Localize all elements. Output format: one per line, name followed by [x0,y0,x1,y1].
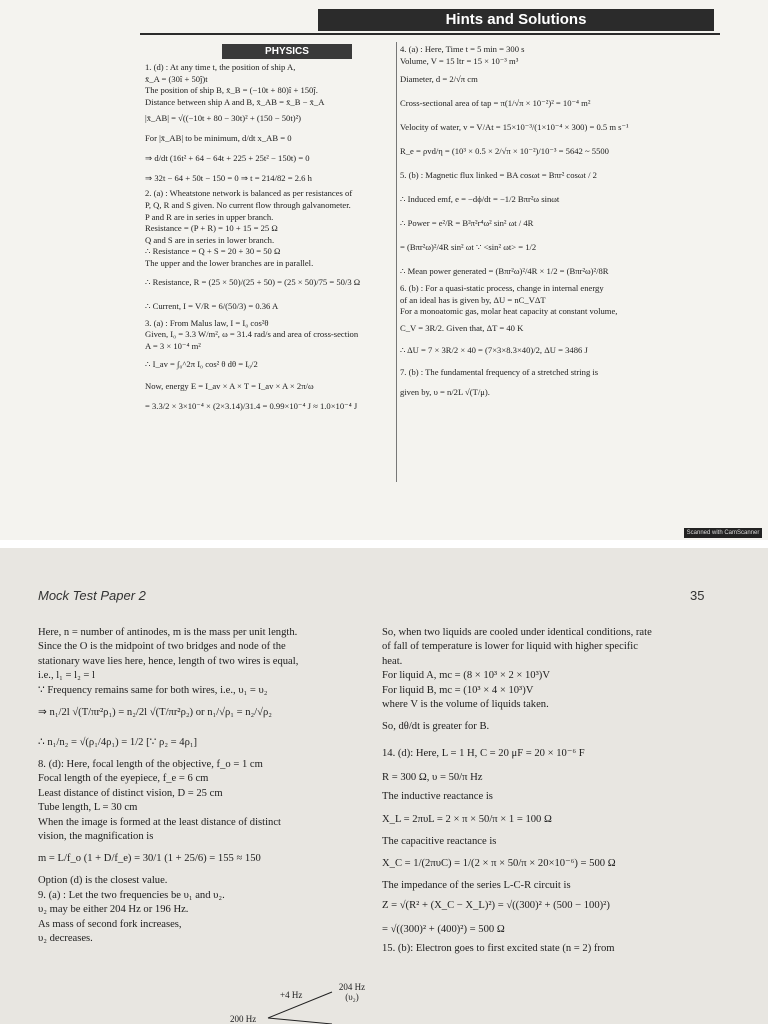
upper-frequency-label [332,982,372,1002]
text-line: vision, the magnification is [38,831,154,843]
right-column [400,44,730,402]
text-line: The capacitive reactance is [382,835,497,847]
text-line: When the image is formed at the least distance of distinct [38,816,281,828]
text-line: Since the O is the midpoint of two bridges and node of the [38,641,286,653]
equation-line: So, dθ/dt is greater for B. [382,721,490,733]
text-line: Least distance of distinct vision, D = 25 cm [38,787,223,799]
text-line: υ₂ may be either 204 Hz or 196 Hz. [38,904,189,916]
answer-4-heading: 4. (a) : Here, Time t = 5 min = 300 s [400,44,525,54]
answer-1-heading: 1. (d) : At any time t, the position of ship A, [145,62,296,72]
equation-line: Z = √(R² + (X_C − X_L)²) = √((300)² + (500 − 100)²) [382,899,610,911]
beat-label: +4 Hz [280,990,303,1000]
base-frequency-label: 200 Hz [230,1014,257,1024]
left-column [145,62,395,416]
answer-2-heading: 2. (a) : Wheatstone network is balanced as per resistances of [145,188,353,199]
equation-line: ∴ Induced emf, e = −dϕ/dt = −1/2 Bπr²ω sinωt [400,194,560,205]
equation-line: |x̄_AB| = √((−10t + 80 − 30t)² + (150 − 50t)²) [145,113,302,124]
text-line: The inductive reactance is [382,791,493,803]
subject-heading: PHYSICS [222,44,352,59]
scanner-watermark: Scanned with CamScanner [684,528,762,538]
equation-line: ∴ ΔU = 7 × 3R/2 × 40 = (7×3×8.3×40)/2, ΔU = 3486 J [400,344,588,355]
text-line: P and R are in series in upper branch. [145,211,274,222]
text-line: stationary wave lies here, hence, length of two wires is equal, [38,655,299,667]
banner-rule [140,33,720,35]
equation-line: ∴ I_av = ∫₀^2π I₀ cos² θ dθ = I₀/2 [145,359,258,370]
text-line: ∵ Frequency remains same for both wires, i.e., υ₁ = υ₂ [38,684,268,696]
equation-line: X_C = 1/(2πυC) = 1/(2 × π × 50/π × 20×10⁻⁶) = 500 Ω [382,858,616,870]
right-column [382,626,712,956]
upper-frequency-value: 204 Hz [338,982,366,992]
text-line: A = 3 × 10⁻⁴ m² [145,340,201,351]
text-line: Here, n = number of antinodes, m is the mass per unit length. [38,627,298,638]
equation-line: = 3.3/2 × 3×10⁻⁴ × (2×3.14)/31.4 = 0.99×10⁻⁴ J ≈ 1.0×10⁻⁴ J [145,401,358,412]
text-line: Option (d) is the closest value. [38,875,168,887]
text-line: P, Q, R and S given. No current flow through galvanometer. [145,199,351,210]
equation-line: ⇒ n₁/2l √(T/πr²ρ₁) = n₂/2l √(T/πr²ρ₂) or n₁/√ρ₁ = n₂/√ρ₂ [38,707,272,719]
page-gap [0,540,768,548]
answer-3-heading: 3. (a) : From Malus law, I = I₀ cos²θ [145,317,269,328]
text-line: So, when two liquids are cooled under identical conditions, rate [382,627,652,638]
equation-line: m = L/f_o (1 + D/f_e) = 30/1 (1 + 25/6) = 155 ≈ 150 [38,853,261,865]
text-line: For a monoatomic gas, molar heat capacity at constant volume, [400,306,618,317]
text-line: of fall of temperature is lower for liquid with higher specific [382,641,638,653]
text-line: For liquid B, mc = (10³ × 4 × 10³)V [382,684,534,696]
answer-14-heading: 14. (d): Here, L = 1 H, C = 20 μF = 20 × 10⁻⁶ F [382,748,585,760]
answer-7-heading: 7. (b) : The fundamental frequency of a stretched string is [400,366,599,377]
text-line: For liquid A, mc = (8 × 10³ × 2 × 10³)V [382,670,550,682]
text-line: The upper and the lower branches are in parallel. [145,257,314,268]
text-line: Tube length, L = 30 cm [38,802,138,814]
equation-line: C_V = 3R/2. Given that, ΔT = 40 K [400,322,524,333]
text-line: υ₂ decreases. [38,933,93,945]
text-line: Distance between ship A and B, x̄_AB = x̄_B − x̄_A [145,96,325,107]
page-number: 35 [690,588,705,603]
text-line: Focal length of the eyepiece, f_e = 6 cm [38,773,209,785]
equation-line: R = 300 Ω, υ = 50/π Hz [382,772,483,784]
answer-8-heading: 8. (d): Here, focal length of the objective, f_o = 1 cm [38,759,263,771]
answer-5-heading: 5. (b) : Magnetic flux linked = BA cosωt = Bπr² cosωt / 2 [400,170,597,181]
equation-line: For |x̄_AB| to be minimum, d/dt x_AB = 0 [145,133,292,144]
text-line: ∴ Resistance = Q + S = 20 + 30 = 50 Ω [145,246,281,257]
frequency-diagram [228,980,368,1024]
equation-line: ∴ n₁/n₂ = √(ρ₁/4ρ₁) = 1/2 [∵ ρ₂ = 4ρ₁] [38,737,198,749]
equation-line: = √((300)² + (400)²) = 500 Ω [382,923,505,935]
equation-line: ⇒ 32t − 64 + 50t − 150 = 0 ⇒ t = 214/82 = 2.6 h [145,173,312,184]
text-line: Volume, V = 15 ltr = 15 × 10⁻³ m³ [400,55,519,66]
equation-line: ⇒ d/dt (16t² + 64 − 64t + 225 + 25t² − 150t) = 0 [145,153,310,164]
text-line: where V is the volume of liquids taken. [382,699,549,711]
text-line: The position of ship B, x̄_B = (−10t + 80)î + 150ĵ. [145,85,318,96]
upper-frequency-symbol: (υ₂) [345,992,359,1002]
equation-line: given by, υ = n/2L √(T/μ). [400,386,490,397]
equation-line: ∴ Current, I = V/R = 6/(50/3) = 0.36 A [145,300,279,311]
equation-line: ∴ Mean power generated = (Bπr²ω)²/4R × 1/2 = (Bπr²ω)²/8R [400,266,609,277]
equation-line: = (Bπr²ω)²/4R sin² ωt ∵ <sin² ωt> = 1/2 [400,242,537,253]
text-line: Resistance = (P + R) = 10 + 15 = 25 Ω [145,223,278,234]
equation-line: R_e = ρvd/η = (10³ × 0.5 × 2/√π × 10⁻²)/10⁻³ = 5642 ~ 5500 [400,146,609,157]
answer-15-heading: 15. (b): Electron goes to first excited state (n = 2) from [382,942,615,954]
text-line: x̄_A = (30î + 50ĵ)t [145,73,208,84]
equation-line: Cross-sectional area of tap = π(1/√π × 10⁻²)² = 10⁻⁴ m² [400,98,591,109]
text-line: The impedance of the series L-C-R circuit is [382,880,571,892]
text-line: As mass of second fork increases, [38,918,182,930]
equation-line: ∴ Power = e²/R = B²π²r⁴ω² sin² ωt / 4R [400,218,534,229]
text-line: of an ideal has is given by, ΔU = nC_VΔT [400,294,546,305]
answer-6-heading: 6. (b) : For a quasi-static process, change in internal energy [400,283,604,294]
page-title: Mock Test Paper 2 [38,588,146,603]
equation-line: Now, energy E = I_av × A × T = I_av × A × 2π/ω [145,381,314,392]
text-line: Given, I₀ = 3.3 W/m², ω = 31.4 rad/s and area of cross-section [145,329,359,340]
answer-9-heading: 9. (a) : Let the two frequencies be υ₁ and υ₂. [38,889,225,901]
equation-line: Diameter, d = 2/√π cm [400,74,478,85]
equation-line: X_L = 2πυL = 2 × π × 50/π × 1 = 100 Ω [382,813,552,825]
column-divider [396,42,397,482]
text-line: Q and S are in series in lower branch. [145,234,275,245]
equation-line: ∴ Resistance, R = (25 × 50)/(25 + 50) = (25 × 50)/75 = 50/3 Ω [145,276,361,287]
text-line: heat. [382,655,403,667]
equation-line: Velocity of water, v = V/At = 15×10⁻³/(1×10⁻⁴ × 300) = 0.5 m s⁻¹ [400,122,629,133]
text-line: i.e., l₁ = l₂ = l [38,670,95,682]
solutions-page-bottom [0,548,768,1024]
section-banner: Hints and Solutions [318,9,714,31]
left-column [38,626,378,947]
